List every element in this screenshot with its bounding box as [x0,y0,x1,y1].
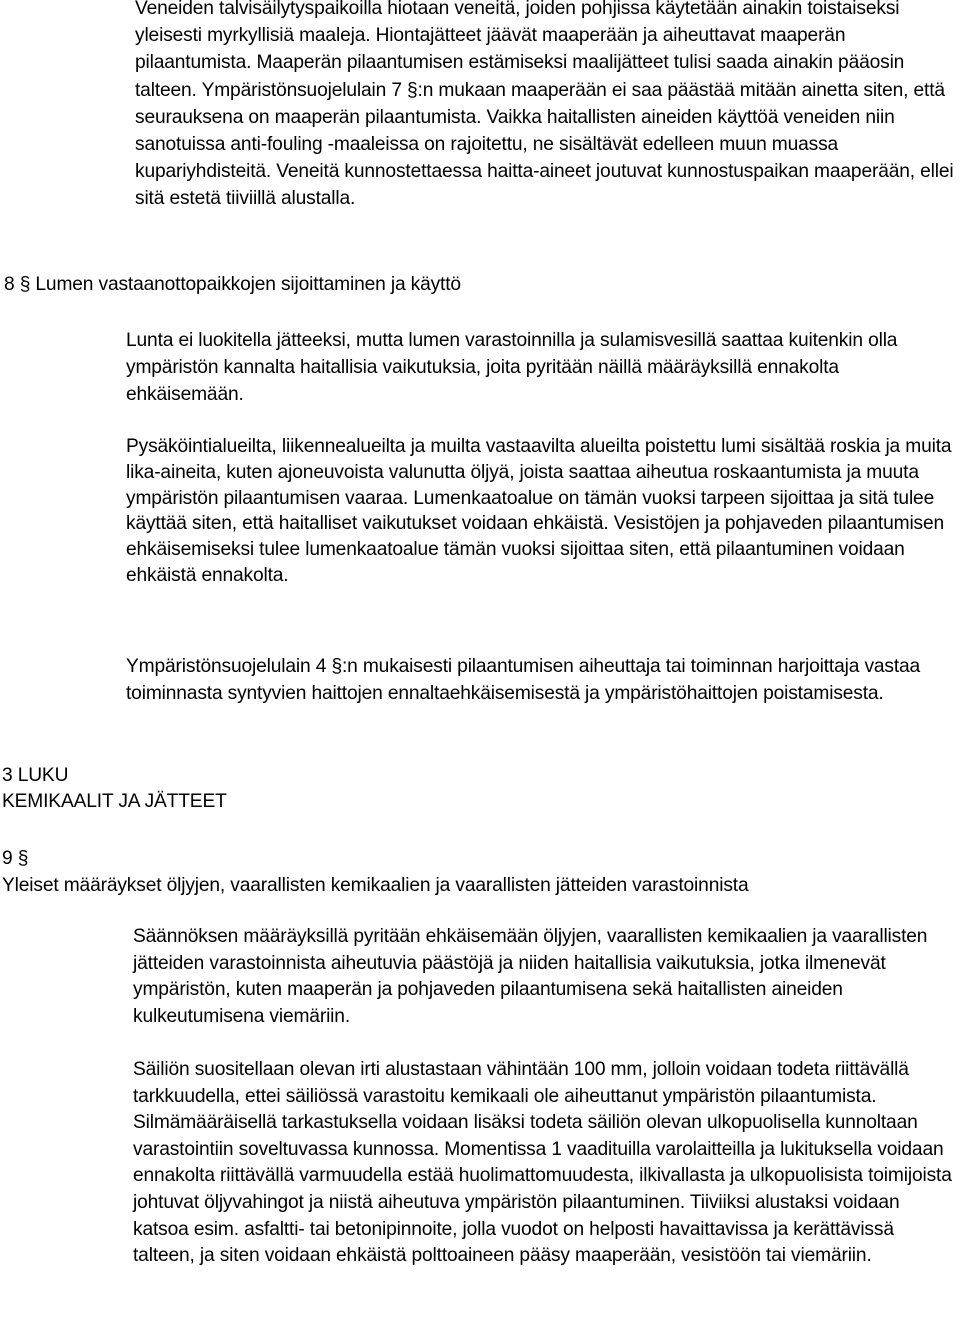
section-9-number: 9 § [2,848,29,869]
section-8-heading: 8 § Lumen vastaanottopaikkojen sijoittaminen ja käyttö [4,274,461,295]
section-9-paragraph-2: Säiliön suositellaan olevan irti alustastaan vähintään 100 mm, jolloin voidaan todeta riittävällä tarkkuudella, ettei säiliössä varastoitu kemikaali ole aiheuttanut ympäristön pilaantumista. Silmämääräisellä tarkastuksella voidaan lisäksi todeta säiliön olevan ulkopuolisella kunnoltaan varastointiin soveltuvassa kunnossa. Momentissa 1 vaadituilla varolaitteilla ja lukituksella voidaan ennakolta riittävällä varmuudella estää huolimattomuudesta, ilkivallasta ja ulkopuolisista toimijoista johtuvat öljyvahingot ja niistä aiheutuva ympäristön pilaantuminen. Tiiviiksi alustaksi voidaan katsoa esim. asfaltti- tai betonipinnoite, jolla vuodot on helposti havaittavissa ja kerättävissä talteen, ja siten voidaan ehkäistä polttoaineen pääsy maaperään, vesistöön tai viemäriin. [133,1059,952,1267]
section-8-paragraph-3: Ympäristönsuojelulain 4 §:n mukaisesti pilaantumisen aiheuttaja tai toiminnan harjoittaja vastaa toiminnasta syntyvien haittojen ennaltaehkäisemisestä ja ympäristöhaittojen poistamisesta. [126,656,921,704]
chapter-title: KEMIKAALIT JA JÄTTEET [2,791,227,812]
chapter-heading [2,763,227,815]
section-9-heading [2,846,748,899]
section-9-title: Yleiset määräykset öljyjen, vaarallisten kemikaalien ja vaarallisten jätteiden varastoinnista [2,874,749,896]
chapter-number: 3 LUKU [2,765,69,786]
intro-paragraph: Veneiden talvisäilytyspaikoilla hiotaan veneitä, joiden pohjissa käytetään ainakin toistaiseksi yleisesti myrkyllisiä maaleja. Hiontajätteet jäävät maaperään ja aiheuttavat maaperän pilaantumista. Maaperän pilaantumisen estämiseksi maalijätteet tulisi saada ainakin pääosin talteen. Ympäristönsuojelulain 7 §:n mukaan maaperään ei saa päästää mitään ainetta siten, että seurauksena on maaperän pilaantumista. Vaikka haitallisten aineiden käyttöä veneiden niin sanotuissa anti-fouling -maaleissa on rajoitettu, ne sisältävät edelleen muun muassa kupariyhdisteitä. Veneitä kunnostettaessa haitta-aineet joutuvat kunnostuspaikan maaperään, ellei sitä estetä tiiviillä alustalla. [135,0,954,210]
section-8-paragraph-2: Pysäköintialueilta, liikennealueilta ja muilta vastaavilta alueilta poistettu lumi sisältää roskia ja muita lika-aineita, kuten ajoneuvoista valunutta öljyä, joista saattaa aiheutua roskaantumista ja muuta ympäristön pilaantumisen vaaraa. Lumenkaatoalue on tämän vuoksi tarpeen sijoittaa ja sitä tulee käyttää siten, että haitalliset vaikutukset voidaan ehkäistä. Vesistöjen ja pohjaveden pilaantumisen ehkäisemiseksi tulee lumenkaatoalue tämän vuoksi sijoittaa siten, että pilaantuminen voidaan ehkäistä ennakolta. [126,436,952,586]
section-8-paragraph-1: Lunta ei luokitella jätteeksi, mutta lumen varastoinnilla ja sulamisvesillä saattaa kuitenkin olla ympäristön kannalta haitallisia vaikutuksia, joita pyritään näillä määräyksillä ennakolta ehkäisemään. [126,330,898,405]
section-9-paragraph-1: Säännöksen määräyksillä pyritään ehkäisemään öljyjen, vaarallisten kemikaalien ja vaarallisten jätteiden varastoinnista aiheutuvia päästöjä ja niiden haitallisia vaikutuksia, jotka ilmenevät ympäristön, kuten maaperän ja pohjaveden pilaantumisena sekä haitallisten aineiden kulkeutumisena viemäriin. [133,926,928,1027]
